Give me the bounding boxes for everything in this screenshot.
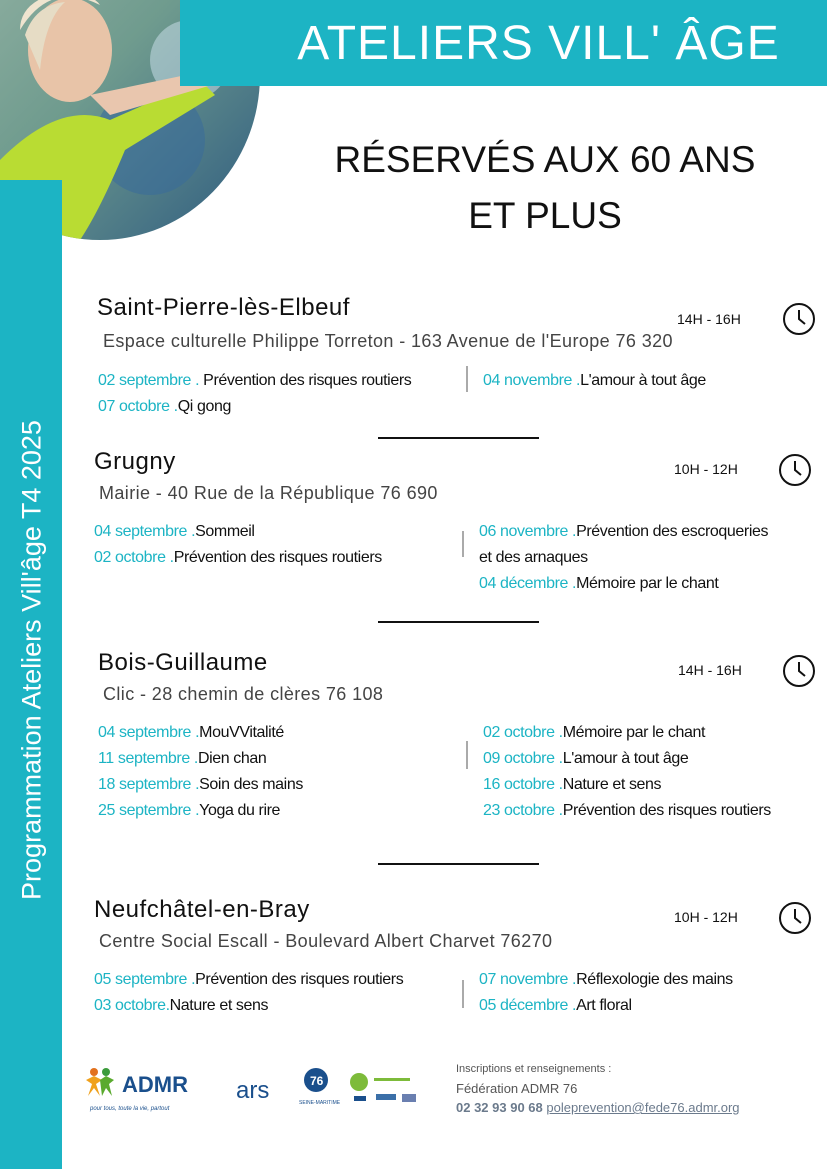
clock-icon <box>782 654 816 688</box>
column-divider <box>466 366 468 392</box>
session-list-left <box>98 368 411 420</box>
list-item: 18 septembre .Soin des mains <box>98 776 303 793</box>
venue-address: Mairie - 40 Rue de la République 76 690 <box>99 483 438 503</box>
time-slot: 14H - 16H <box>678 662 742 678</box>
session-list-right <box>479 519 768 597</box>
contact-org: Fédération ADMR 76 <box>456 1081 578 1096</box>
time-slot: 10H - 12H <box>674 909 738 925</box>
session-list-right <box>483 368 706 394</box>
session-list-left <box>94 519 382 571</box>
contact-label: Inscriptions et renseignements : <box>456 1063 612 1075</box>
column-divider <box>466 741 468 769</box>
contact-email-link[interactable]: poleprevention@fede76.admr.org <box>546 1100 740 1115</box>
sm-logo-number: 76 <box>310 1074 324 1088</box>
clock-icon <box>782 302 816 336</box>
list-item: 16 octobre .Nature et sens <box>483 776 662 793</box>
ars-logo-text: ars <box>236 1077 270 1104</box>
town-name: Bois-Guillaume <box>98 649 268 676</box>
partner-logos <box>84 1062 444 1127</box>
list-item: 02 octobre .Mémoire par le chant <box>483 724 705 741</box>
list-item: 07 octobre .Qi gong <box>98 398 231 415</box>
contact-info <box>456 1060 740 1117</box>
contact-phone: 02 32 93 90 68 <box>456 1100 543 1115</box>
town-name: Neufchâtel-en-Bray <box>94 896 310 923</box>
list-item: 25 septembre .Yoga du rire <box>98 802 281 819</box>
time-slot: 10H - 12H <box>674 461 738 477</box>
subtitle-line-1: RÉSERVÉS AUX 60 ANS <box>334 139 756 180</box>
session-list-left <box>94 967 403 1019</box>
session-list-right <box>483 720 771 824</box>
list-item: 04 septembre .Sommeil <box>94 523 255 540</box>
list-item: 05 décembre .Art floral <box>479 997 632 1014</box>
list-item: 04 septembre .MouVVitalité <box>98 724 284 741</box>
time-slot: 14H - 16H <box>677 311 741 327</box>
admr-logo-text: ADMR <box>122 1072 188 1097</box>
clock-icon <box>778 453 812 487</box>
list-item: et des arnaques <box>479 549 588 566</box>
page-title: ATELIERS VILL' ÂGE <box>297 17 780 70</box>
list-item: 11 septembre .Dien chan <box>98 750 267 767</box>
section-divider <box>378 863 539 865</box>
list-item: 09 octobre .L'amour à tout âge <box>483 750 689 767</box>
list-item: 04 décembre .Mémoire par le chant <box>479 575 719 592</box>
venue-address: Espace culturelle Philippe Torreton - 163 Avenue de l'Europe 76 320 <box>103 331 673 351</box>
venue-address: Clic - 28 chemin de clères 76 108 <box>103 684 384 704</box>
column-divider <box>462 531 464 557</box>
list-item: 04 novembre .L'amour à tout âge <box>483 372 706 389</box>
sm-logo-text: SEINE-MARITIME <box>299 1100 341 1106</box>
session-list-right <box>479 967 733 1019</box>
list-item: 07 novembre .Réflexologie des mains <box>479 971 733 988</box>
section-divider <box>378 437 539 439</box>
list-item: 06 novembre .Prévention des escroqueries <box>479 523 769 540</box>
page-subtitle <box>300 132 790 244</box>
session-list-left <box>98 720 303 824</box>
subtitle-line-2: ET PLUS <box>468 195 622 236</box>
town-name: Saint-Pierre-lès-Elbeuf <box>97 294 350 321</box>
side-banner-text: Programmation Ateliers Vill'âge T4 2025 <box>16 420 47 900</box>
admr-tagline: pour tous, toute la vie, partout <box>90 1106 170 1112</box>
venue-address: Centre Social Escall - Boulevard Albert Charvet 76270 <box>99 931 553 951</box>
clock-icon <box>778 901 812 935</box>
section-divider <box>378 621 539 623</box>
list-item: 23 octobre .Prévention des risques routiers <box>483 802 771 819</box>
list-item: 02 septembre . Prévention des risques routiers <box>98 372 412 389</box>
list-item: 03 octobre.Nature et sens <box>94 997 269 1014</box>
town-name: Grugny <box>94 448 176 475</box>
logos-graphic <box>84 1062 444 1122</box>
list-item: 05 septembre .Prévention des risques routiers <box>94 971 404 988</box>
column-divider <box>462 980 464 1008</box>
list-item: 02 octobre .Prévention des risques routiers <box>94 549 382 566</box>
